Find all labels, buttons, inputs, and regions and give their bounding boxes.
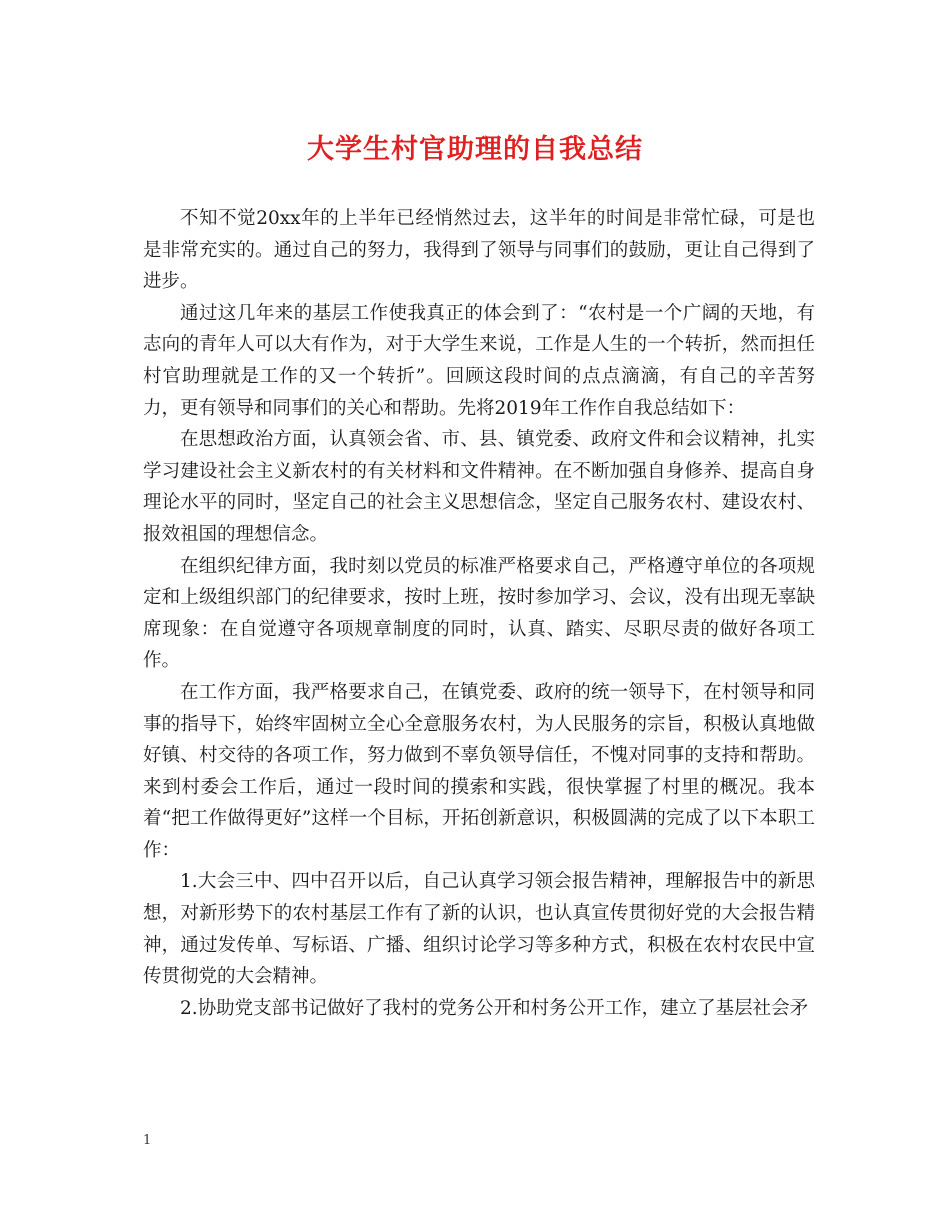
- paragraph-item-1: 1.大会三中、四中召开以后，自己认真学习领会报告精神，理解报告中的新思想，对新形势下的农村基层工作有了新的认识，也认真宣传贯彻好党的大会报告精神，通过发传单、写标语、广播、组织讨论学习等多种方式，积极在农村农民中宣传贯彻党的大会精神。: [143, 871, 815, 988]
- document-body: [143, 203, 815, 1024]
- document-title: 大学生村官助理的自我总结: [307, 134, 643, 165]
- paragraph-item-2: 2.协助党支部书记做好了我村的党务公开和村务公开工作，建立了基层社会矛: [180, 997, 809, 1019]
- page-number: 1: [143, 1133, 152, 1148]
- paragraph-experience: 通过这几年来的基层工作使我真正的体会到了：“农村是一个广阔的天地，有志向的青年人可以大有作为，对于大学生来说，工作是人生的一个转折，然而担任村官助理就是工作的又一个转折”。回顾这段时间的点点滴滴，有自己的辛苦努力，更有领导和同事们的关心和帮助。先将2019年工作作自我总结如下：: [143, 302, 815, 419]
- paragraph-discipline: 在组织纪律方面，我时刻以党员的标准严格要求自己，严格遵守单位的各项规定和上级组织部门的纪律要求，按时上班，按时参加学习、会议，没有出现无辜缺席现象：在自觉遵守各项规章制度的同时，认真、踏实、尽职尽责的做好各项工作。: [143, 555, 815, 672]
- paragraph-political: 在思想政治方面，认真领会省、市、县、镇党委、政府文件和会议精神，扎实学习建设社会主义新农村的有关材料和文件精神。在不断加强自身修养、提高自身理论水平的同时，坚定自己的社会主义思想信念，坚定自己服务农村、建设农村、报效祖国的理想信念。: [143, 429, 815, 545]
- paragraph-work: 在工作方面，我严格要求自己，在镇党委、政府的统一领导下，在村领导和同事的指导下，始终牢固树立全心全意服务农村，为人民服务的宗旨，积极认真地做好镇、村交待的各项工作，努力做到不辜负领导信任，不愧对同事的支持和帮助。来到村委会工作后，通过一段时间的摸索和实践，很快掌握了村里的概况。我本着“把工作做得更好”这样一个目标，开拓创新意识，积极圆满的完成了以下本职工作：: [143, 681, 815, 861]
- paragraph-intro: 不知不觉20xx年的上半年已经悄然过去，这半年的时间是非常忙碌，可是也是非常充实的。通过自己的努力，我得到了领导与同事们的鼓励，更让自己得到了进步。: [143, 208, 815, 293]
